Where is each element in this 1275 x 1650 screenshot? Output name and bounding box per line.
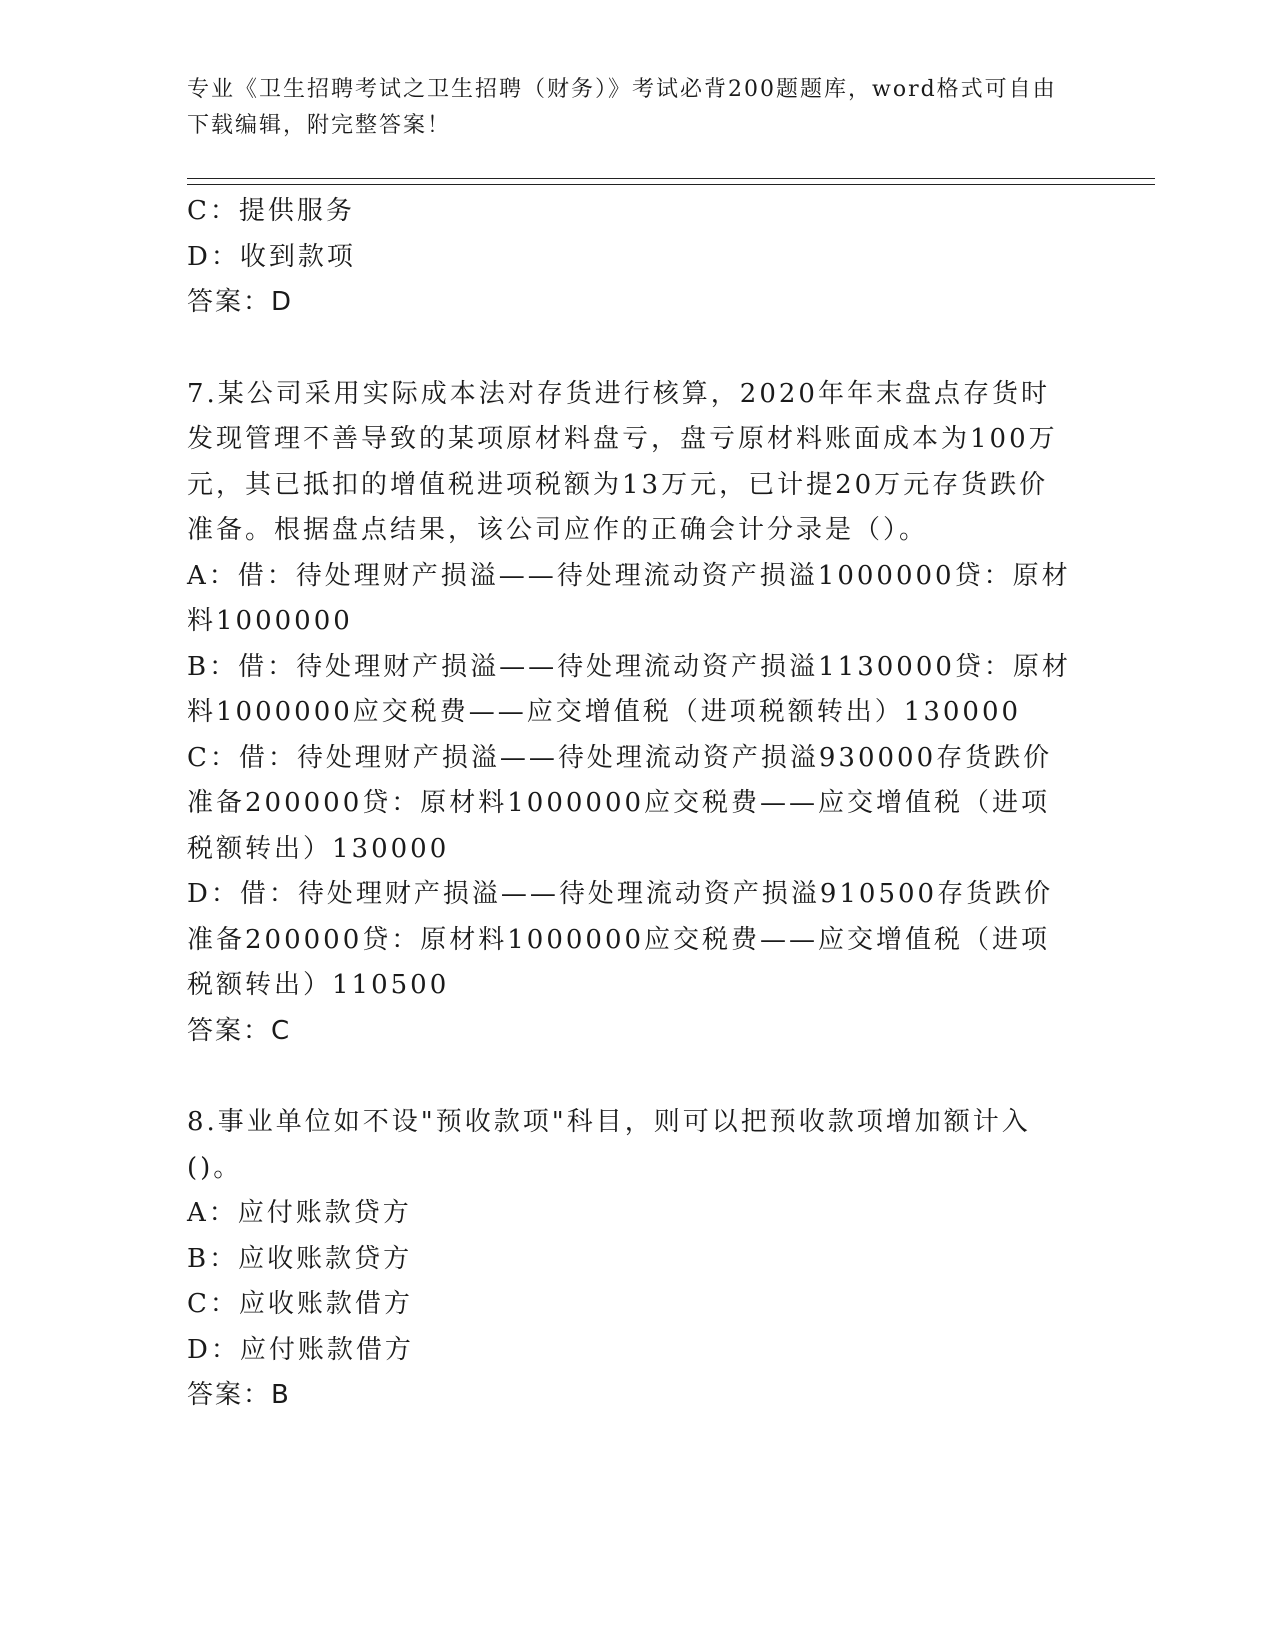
q7-option-b: B：借：待处理财产损溢——待处理流动资产损溢1130000贷：原材料1000000应交税费——应交增值税（进项税额转出）130000	[187, 651, 1071, 727]
question-content	[187, 189, 1077, 1419]
q7-answer: 答案：C	[187, 1015, 292, 1046]
q7-option-c: C：借：待处理财产损溢——待处理流动资产损溢930000存货跌价准备200000贷：原材料1000000应交税费——应交增值税（进项税额转出）130000	[187, 742, 1053, 864]
q6-option-d: D：收到款项	[187, 241, 356, 272]
header-divider-bottom	[187, 184, 1155, 185]
spacer	[187, 1054, 1077, 1100]
q7-option-d: D：借：待处理财产损溢——待处理流动资产损溢910500存货跌价准备200000贷：原材料1000000应交税费——应交增值税（进项税额转出）110500	[187, 879, 1054, 1000]
q8-option-b: B：应收账款贷方	[187, 1243, 413, 1274]
q6-option-c: C：提供服务	[187, 196, 355, 226]
header-divider-top	[187, 178, 1155, 179]
q7-stem: 7.某公司采用实际成本法对存货进行核算，2020年年末盘点存货时发现管理不善导致的某项原材料盘亏，盘亏原材料账面成本为100万元，其已抵扣的增值税进项税额为13万元，已计提20万元存货跌价准备。根据盘点结果，该公司应作的正确会计分录是（）。	[187, 378, 1058, 545]
question-6-tail	[187, 189, 1077, 326]
question-7	[187, 372, 1077, 1055]
q8-stem: 8.事业单位如不设"预收款项"科目，则可以把预收款项增加额计入()。	[187, 1107, 1031, 1183]
q8-option-a: A：应付账款贷方	[187, 1198, 412, 1228]
q8-option-d: D：应付账款借方	[187, 1334, 414, 1365]
q8-answer: 答案：B	[187, 1380, 291, 1410]
document-header: 专业《卫生招聘考试之卫生招聘（财务）》考试必背200题题库，word格式可自由下载编辑，附完整答案！	[187, 77, 1057, 138]
spacer	[187, 326, 1077, 372]
q8-option-c: C：应收账款借方	[187, 1289, 413, 1319]
q7-option-a: A：借：待处理财产损溢——待处理流动资产损溢1000000贷：原材料1000000	[187, 560, 1071, 636]
question-8	[187, 1100, 1077, 1419]
q6-answer: 答案：D	[187, 287, 294, 317]
